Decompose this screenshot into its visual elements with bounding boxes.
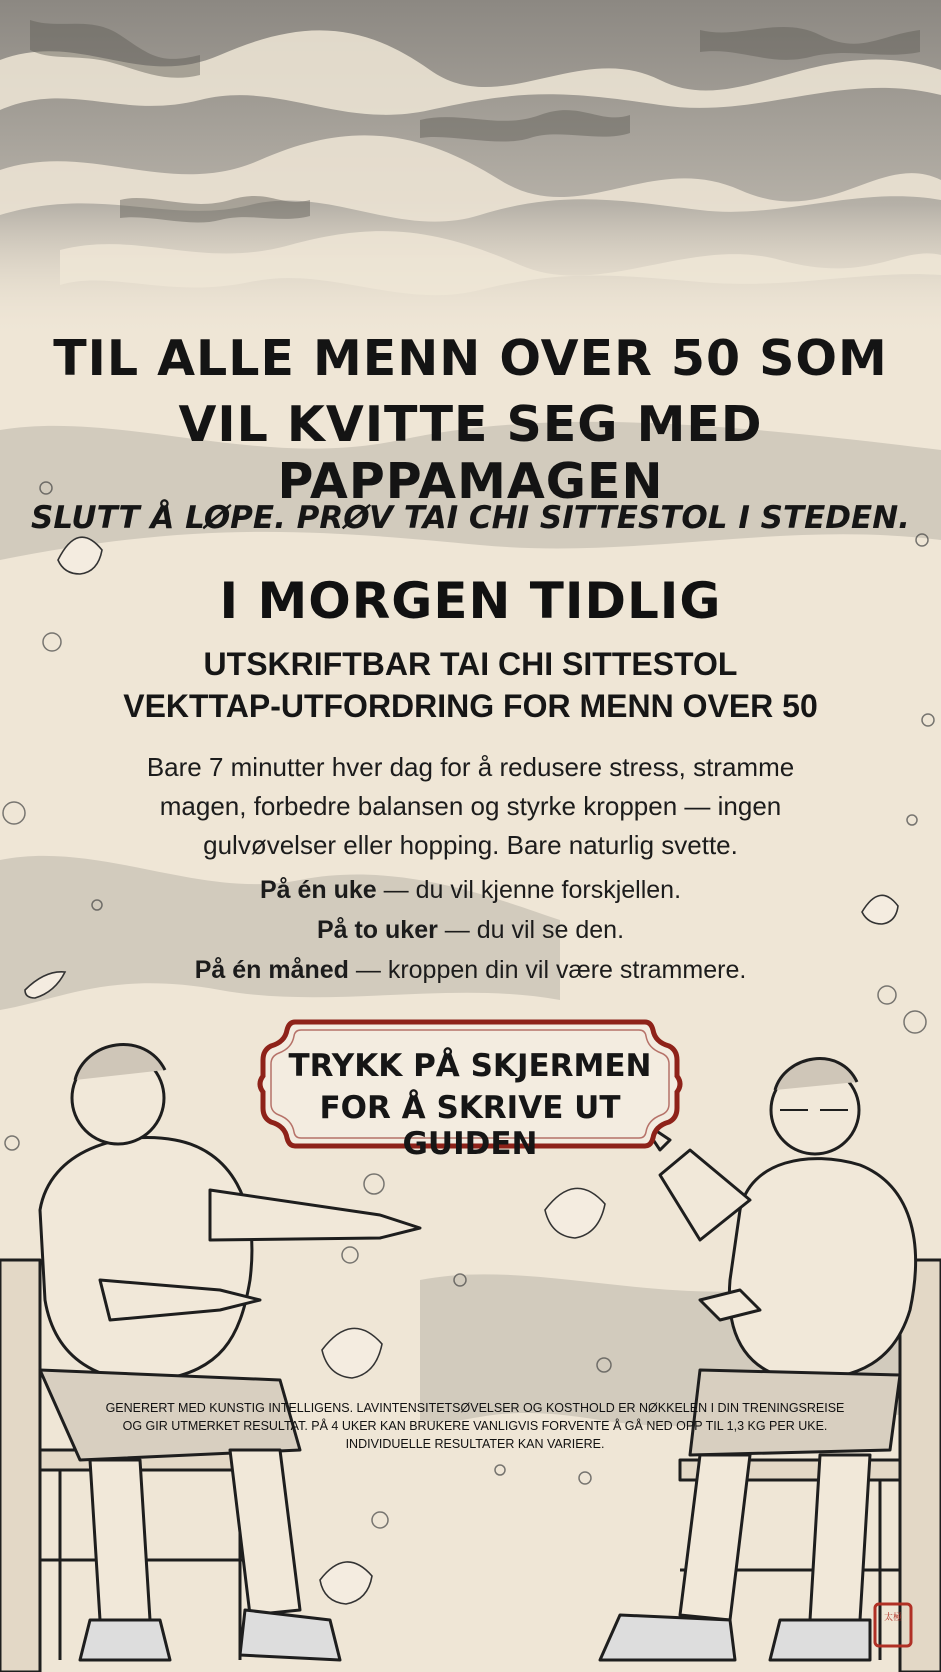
title-caps-line-2: VEKTTAP-UTFORDRING FOR MENN OVER 50 <box>123 688 818 724</box>
timeline-bold: På to uker <box>316 916 438 944</box>
timeline-item-3 <box>0 956 941 985</box>
timeline-bold: På én måned <box>194 956 349 984</box>
print-guide-button[interactable] <box>257 1016 683 1162</box>
timeline-bold: På én uke <box>259 876 377 904</box>
subheadline: SLUTT Å LØPE. PRØV TAI CHI SITTESTOL I STEDEN. <box>31 500 910 536</box>
cta-line-2: FOR Å SKRIVE UT GUIDEN <box>319 1090 621 1162</box>
timeline-rest: — du vil kjenne forskjellen. <box>376 876 682 904</box>
seal-text: 太極 <box>883 1613 902 1623</box>
timeline-item-1 <box>0 876 941 905</box>
headline-line-2: VIL KVITTE SEG MED PAPPAMAGEN <box>178 396 763 510</box>
timeline-rest: — kroppen din vil være strammere. <box>348 956 747 984</box>
cta-line-1: TRYKK PÅ SKJERMEN <box>288 1048 652 1084</box>
seal-stamp-icon <box>873 1602 913 1648</box>
timeline-rest: — du vil se den. <box>437 916 625 944</box>
morning-heading: I MORGEN TIDLIG <box>219 572 722 630</box>
body-text: Bare 7 minutter hver dag for å redusere stress, stramme magen, forbedre balansen og styrke kroppen — ingen gulvøvelser eller hopping. Bare naturlig svette. <box>146 752 795 860</box>
disclaimer-text: GENERERT MED KUNSTIG INTELLIGENS. LAVINTENSITETSØVELSER OG KOSTHOLD ER NØKKELEN I DIN TRENINGSREISE OG GIR UTMERKET RESULTAT. PÅ 4 UKER KAN BRUKERE VANLIGVIS FORVENTE Å GÅ NED OPP TIL 1,3 KG PER UKE. INDIVIDUELLE RESULTATER KAN VARIERE. <box>105 1401 845 1451</box>
timeline-item-2 <box>0 916 941 945</box>
headline-line-1: TIL ALLE MENN OVER 50 SOM <box>53 330 888 387</box>
title-caps-line-1: UTSKRIFTBAR TAI CHI SITTESTOL <box>203 646 738 682</box>
